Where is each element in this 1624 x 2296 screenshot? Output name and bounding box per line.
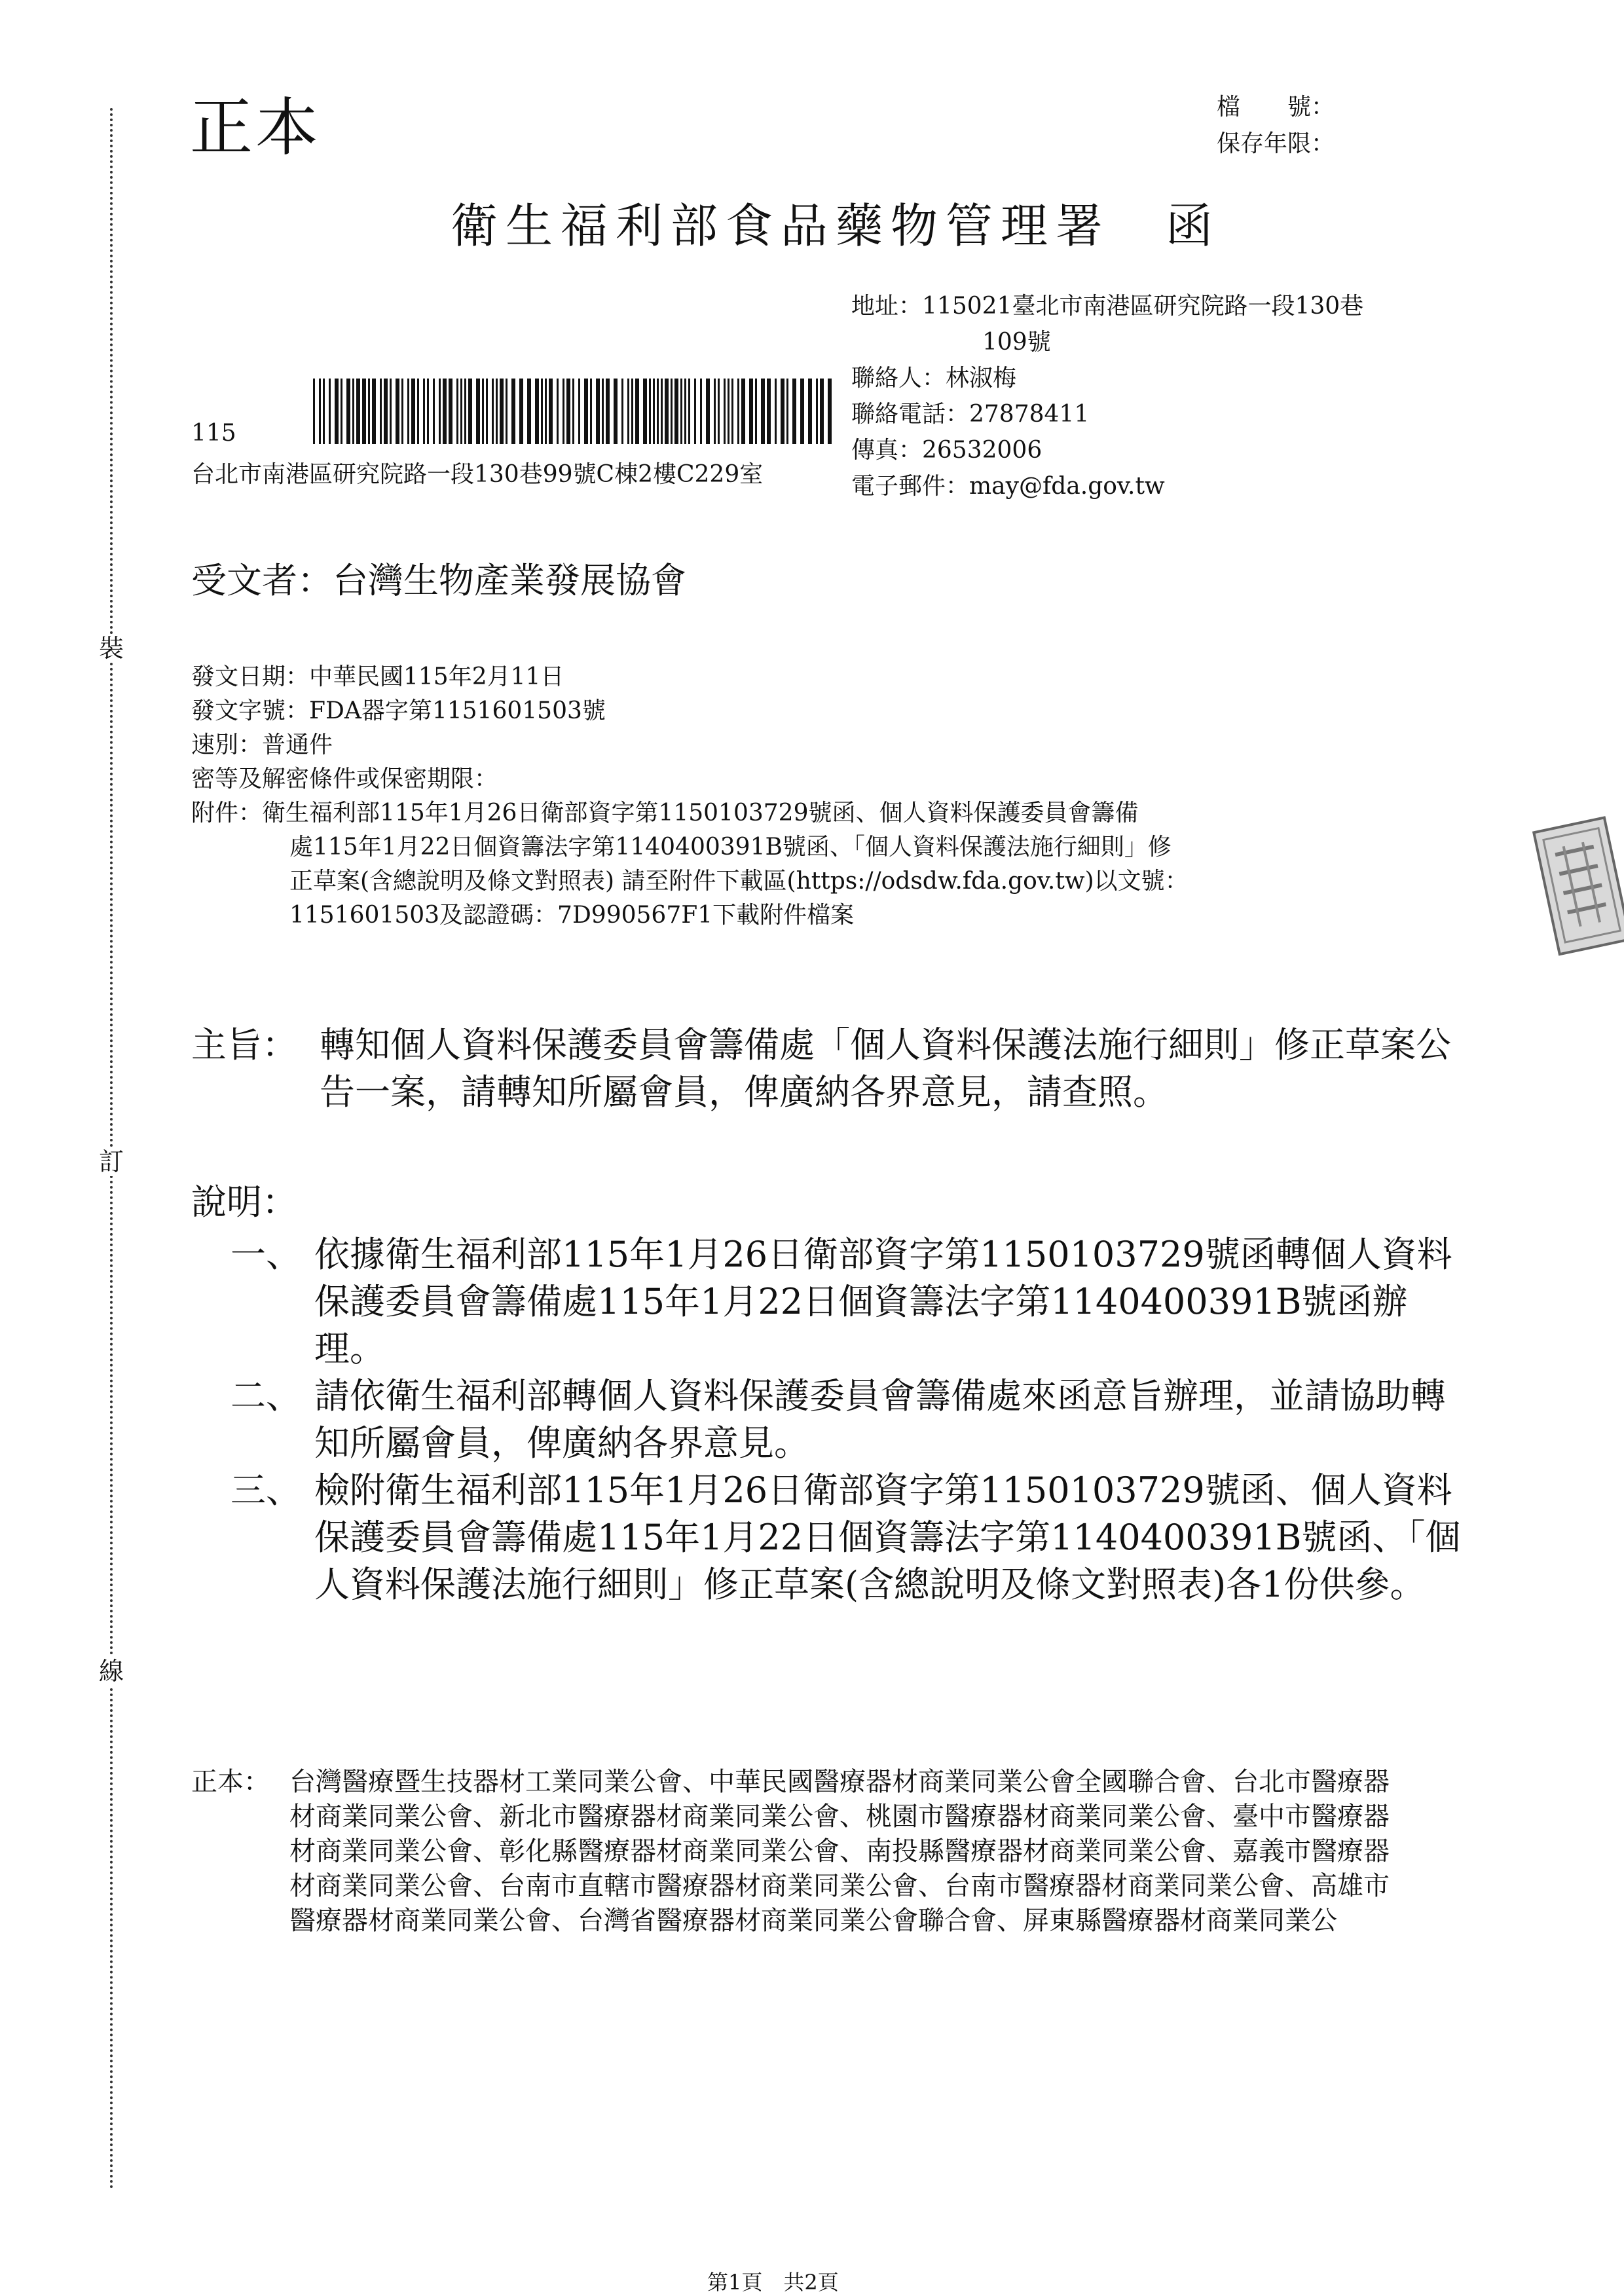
explanation-list: [231, 1231, 1462, 1608]
item-text: 依據衛生福利部115年1月26日衛部資字第1150103729號函轉個人資料保護委員會籌備處115年1月22日個資籌法字第1140400391B號函辦理。: [314, 1234, 1452, 1369]
subject-text: 轉知個人資料保護委員會籌備處「個人資料保護法施行細則」修正草案公告一案，請轉知所屬會員，俾廣納各界意見，請查照。: [320, 1024, 1451, 1113]
contact-block: [851, 288, 1363, 504]
contact-person: 聯絡人：林淑梅: [851, 365, 1017, 392]
distribution-list: 台灣醫療暨生技器材工業同業公會、中華民國醫療器材商業同業公會全國聯合會、台北市醫療器材商業同業公會、新北市醫療器材商業同業公會、桃園市醫療器材商業同業公會、臺中市醫療器材商業同業公會、彰化縣醫療器材商業同業公會、南投縣醫療器材商業同業公會、嘉義市醫療器材商業同業公會、台南市直轄市醫療器材商業同業公會、台南市醫療器材商業同業公會、高雄市醫療器材商業同業公會、台灣省醫療器材商業同業公會聯合會、屏東縣醫療器材商業同業公: [289, 1767, 1390, 1936]
copy-type-label: 正本: [190, 91, 321, 164]
address-label: 地址：: [851, 293, 923, 320]
explanation-label: 說明：: [191, 1181, 297, 1223]
attachment-line-4: 1151601503及認證碼：7D990567F1下載附件檔案: [289, 902, 855, 929]
document-info: [191, 660, 1189, 933]
attachment-line-1: 衛生福利部115年1月26日衛部資字第1150103729號函、個人資料保護委員會籌備: [262, 800, 1139, 826]
retention-label: 保存年限：: [1217, 130, 1335, 157]
item-number: 三、: [231, 1470, 301, 1511]
issue-date: 發文日期：中華民國115年2月11日: [191, 663, 564, 690]
item-number: 一、: [231, 1234, 301, 1275]
item-text: 檢附衛生福利部115年1月26日衛部資字第1150103729號函、個人資料保護委員會籌備處115年1月22日個資籌法字第1140400391B號函、「個人資料保護法施行細則」修正草案(含總說明及條文對照表)各1份供參。: [314, 1470, 1461, 1605]
file-number-label: 檔 號：: [1217, 94, 1335, 120]
security-level: 密等及解密條件或保密期限：: [191, 766, 498, 792]
binding-mark-xian: 線: [97, 1657, 126, 1686]
subject-section: [191, 1022, 1462, 1116]
document-title: 衛生福利部食品藥物管理署 函: [451, 198, 1221, 253]
seal-stamp-fragment: [1526, 812, 1624, 956]
page-number: 第1頁 共2頁: [707, 2270, 839, 2295]
explanation-item-2: [231, 1373, 1462, 1467]
address-line-2: 109號: [982, 329, 1051, 356]
explanation-item-3: [231, 1467, 1462, 1608]
barcode-image: [313, 379, 834, 444]
document-number: 發文字號：FDA器字第1151601503號: [191, 697, 606, 724]
attachment-line-3: 正草案(含總說明及條文對照表) 請至附件下載區(https://odsdw.fda.gov.tw)以文號：: [289, 868, 1189, 895]
attachment-label: 附件：: [191, 800, 263, 826]
distribution-label: 正本：: [191, 1767, 270, 1797]
contact-fax: 傳真：26532006: [851, 437, 1043, 464]
mailing-address: 台北市南港區研究院路一段130巷99號C棟2樓C229室: [191, 461, 764, 488]
speed-class: 速別：普通件: [191, 731, 333, 758]
file-meta: [1217, 89, 1335, 162]
subject-label: 主旨：: [191, 1024, 297, 1065]
attachment-line-2: 處115年1月22日個資籌法字第1140400391B號函、「個人資料保護法施行細則」修: [289, 834, 1172, 861]
binding-mark-ding: 訂: [97, 1147, 126, 1176]
binding-mark-zhuang: 裝: [97, 634, 126, 663]
item-number: 二、: [231, 1375, 301, 1416]
recipient: 受文者：台灣生物產業發展協會: [191, 560, 686, 601]
explanation-item-1: [231, 1231, 1462, 1373]
item-text: 請依衛生福利部轉個人資料保護委員會籌備處來函意旨辦理，並請協助轉知所屬會員，俾廣納各界意見。: [314, 1375, 1446, 1464]
address-line-1: 115021臺北市南港區研究院路一段130巷: [922, 293, 1364, 320]
mailing-zip: 115: [191, 420, 236, 447]
contact-email: 電子郵件：may@fda.gov.tw: [851, 473, 1165, 500]
contact-phone: 聯絡電話：27878411: [851, 401, 1090, 428]
distribution-section: [191, 1765, 1396, 1938]
